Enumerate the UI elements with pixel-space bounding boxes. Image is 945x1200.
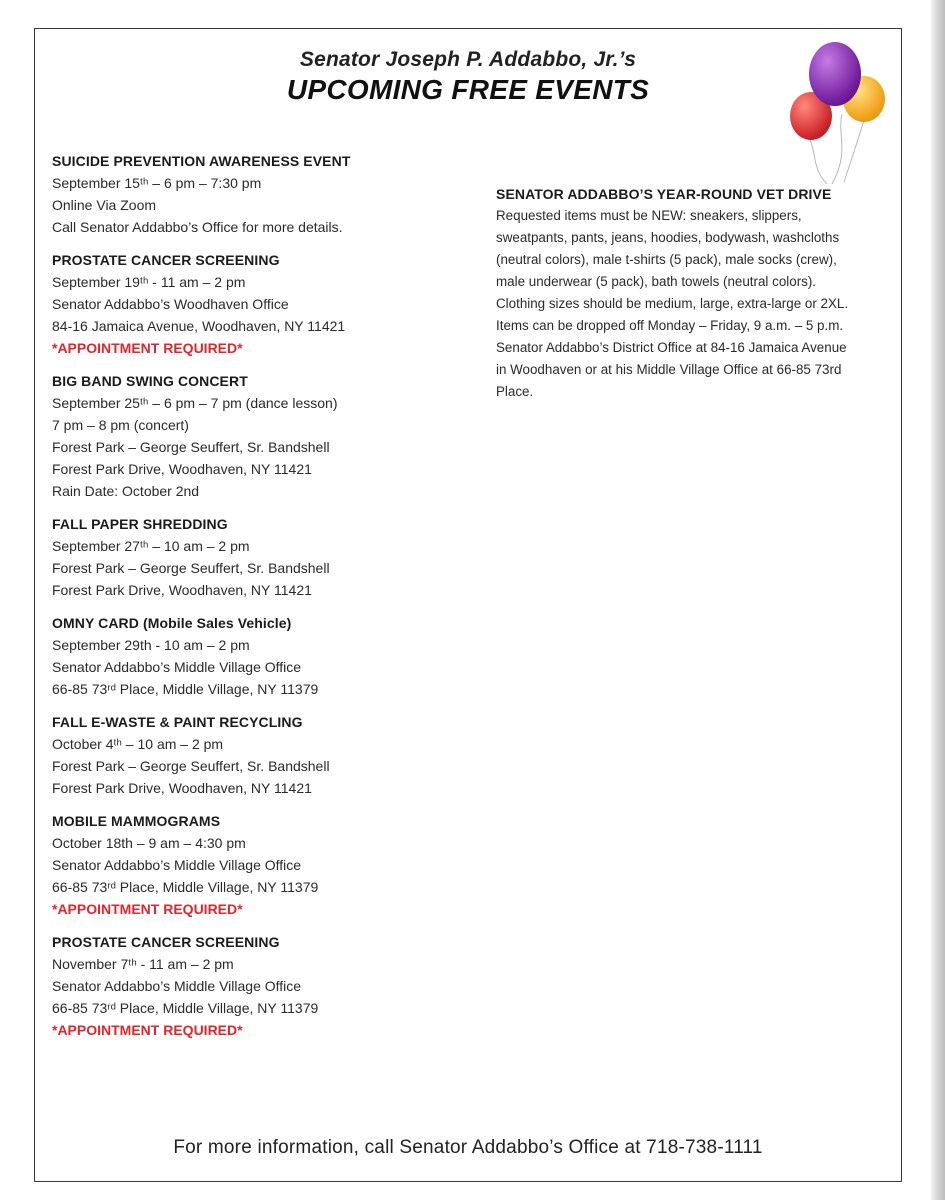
vet-drive-line: Clothing sizes should be medium, large, extra-large or 2XL. bbox=[496, 296, 849, 311]
event-detail-line: September 29th - 10 am – 2 pm bbox=[52, 637, 250, 653]
event-detail-line: Rain Date: October 2nd bbox=[52, 483, 200, 499]
flyer-title: UPCOMING FREE EVENTS bbox=[286, 74, 650, 105]
event-block bbox=[52, 612, 472, 700]
event-detail-line: September 25ᵗʰ – 6 pm – 7 pm (dance lesson) bbox=[52, 395, 338, 411]
event-detail-line: October 18th – 9 am – 4:30 pm bbox=[52, 835, 246, 851]
event-detail-line: November 7ᵗʰ - 11 am – 2 pm bbox=[52, 956, 234, 972]
event-detail-line: Senator Addabbo’s Woodhaven Office bbox=[52, 296, 289, 312]
vet-drive-line: Senator Addabbo’s District Office at 84-16 Jamaica Avenue bbox=[496, 340, 847, 355]
flyer-header bbox=[34, 48, 902, 106]
event-detail-line: 66-85 73ʳᵈ Place, Middle Village, NY 11379 bbox=[52, 1000, 319, 1016]
vet-drive-line: Place. bbox=[496, 384, 534, 399]
event-title: PROSTATE CANCER SCREENING bbox=[52, 934, 280, 950]
event-detail-line: Forest Park – George Seuffert, Sr. Bandshell bbox=[52, 560, 330, 576]
events-column bbox=[52, 150, 472, 1052]
event-detail-line: September 15ᵗʰ – 6 pm – 7:30 pm bbox=[52, 175, 262, 191]
event-block bbox=[52, 711, 472, 799]
event-detail-line: 84-16 Jamaica Avenue, Woodhaven, NY 11421 bbox=[52, 318, 346, 334]
event-detail-line: Forest Park Drive, Woodhaven, NY 11421 bbox=[52, 780, 312, 796]
event-detail-line: 66-85 73ʳᵈ Place, Middle Village, NY 11379 bbox=[52, 879, 319, 895]
event-detail-line: September 27ᵗʰ – 10 am – 2 pm bbox=[52, 538, 250, 554]
event-title: OMNY CARD (Mobile Sales Vehicle) bbox=[52, 615, 292, 631]
event-detail-line: Call Senator Addabbo’s Office for more details. bbox=[52, 219, 343, 235]
event-title: FALL PAPER SHREDDING bbox=[52, 516, 228, 532]
event-detail-line: Forest Park – George Seuffert, Sr. Bandshell bbox=[52, 758, 330, 774]
event-title: PROSTATE CANCER SCREENING bbox=[52, 252, 280, 268]
event-block bbox=[52, 249, 472, 359]
vet-drive-line: Items can be dropped off Monday – Friday, 9 a.m. – 5 p.m. bbox=[496, 318, 844, 333]
vet-drive-line: sweatpants, pants, jeans, hoodies, bodywash, washcloths bbox=[496, 230, 840, 245]
vet-drive-line: Requested items must be NEW: sneakers, slippers, bbox=[496, 208, 802, 223]
event-block bbox=[52, 150, 472, 238]
event-detail-line: 7 pm – 8 pm (concert) bbox=[52, 417, 189, 433]
event-detail-line: Senator Addabbo’s Middle Village Office bbox=[52, 978, 302, 994]
vet-drive-column bbox=[496, 183, 891, 403]
appointment-required-note: *APPOINTMENT REQUIRED* bbox=[52, 1022, 243, 1038]
vet-drive-body bbox=[496, 205, 891, 403]
event-detail-line: Forest Park – George Seuffert, Sr. Bandshell bbox=[52, 439, 330, 455]
event-detail-line: September 19ᵗʰ - 11 am – 2 pm bbox=[52, 274, 246, 290]
event-detail-line: Senator Addabbo’s Middle Village Office bbox=[52, 659, 302, 675]
event-block bbox=[52, 810, 472, 920]
event-detail-line: Senator Addabbo’s Middle Village Office bbox=[52, 857, 302, 873]
event-detail-line: Forest Park Drive, Woodhaven, NY 11421 bbox=[52, 461, 312, 477]
vet-drive-title: SENATOR ADDABBO’S YEAR-ROUND VET DRIVE bbox=[496, 186, 832, 202]
vet-drive-line: in Woodhaven or at his Middle Village Office at 66-85 73rd bbox=[496, 362, 842, 377]
vet-drive-line: (neutral colors), male t-shirts (5 pack), male socks (crew), bbox=[496, 252, 837, 267]
event-block bbox=[52, 370, 472, 502]
event-block bbox=[52, 513, 472, 601]
event-title: MOBILE MAMMOGRAMS bbox=[52, 813, 221, 829]
event-detail-line: Forest Park Drive, Woodhaven, NY 11421 bbox=[52, 582, 312, 598]
event-title: FALL E-WASTE & PAINT RECYCLING bbox=[52, 714, 303, 730]
contact-footer: For more information, call Senator Addabbo’s Office at 718-738-1111 bbox=[173, 1137, 763, 1158]
flyer-subtitle: Senator Joseph P. Addabbo, Jr.’s bbox=[299, 48, 637, 71]
appointment-required-note: *APPOINTMENT REQUIRED* bbox=[52, 901, 243, 917]
event-block bbox=[52, 931, 472, 1041]
event-detail-line: 66-85 73ʳᵈ Place, Middle Village, NY 11379 bbox=[52, 681, 319, 697]
event-detail-line: Online Via Zoom bbox=[52, 197, 157, 213]
page-edge-shadow bbox=[931, 0, 945, 1200]
event-title: SUICIDE PREVENTION AWARENESS EVENT bbox=[52, 153, 351, 169]
event-title: BIG BAND SWING CONCERT bbox=[52, 373, 248, 389]
vet-drive-line: male underwear (5 pack), bath towels (neutral colors). bbox=[496, 274, 817, 289]
event-detail-line: October 4ᵗʰ – 10 am – 2 pm bbox=[52, 736, 224, 752]
balloons-icon bbox=[782, 36, 892, 186]
appointment-required-note: *APPOINTMENT REQUIRED* bbox=[52, 340, 243, 356]
